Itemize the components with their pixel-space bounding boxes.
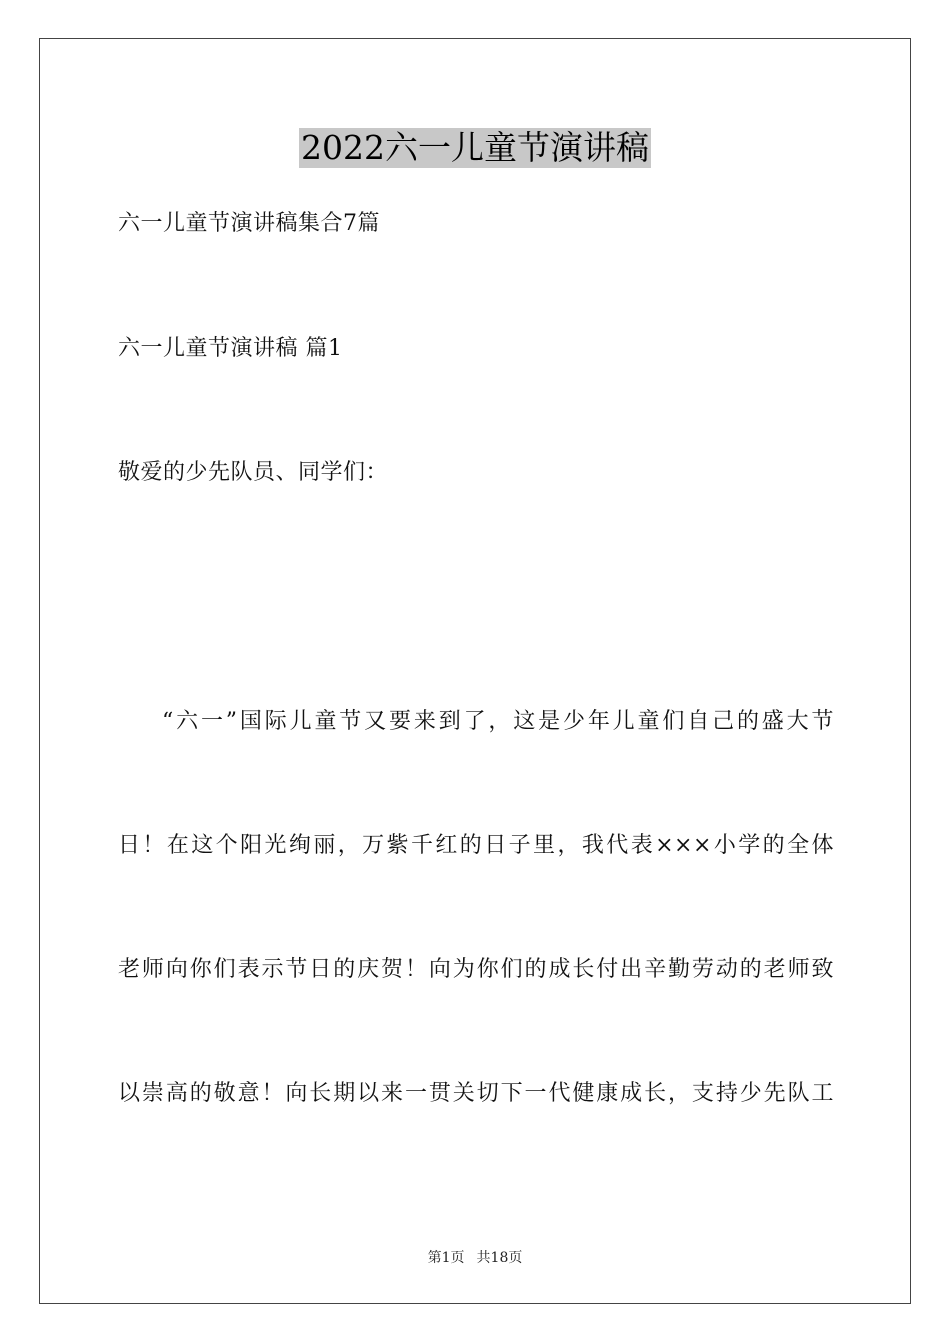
page-total: 共18页	[476, 1250, 523, 1266]
salutation: 敬爱的少先队员、同学们：	[118, 460, 389, 485]
paragraph-line: 老师向你们表示节日的庆贺！向为你们的成长付出辛勤劳动的老师致	[118, 957, 834, 982]
paragraph-line: 以崇高的敬意！向长期以来一贯关切下一代健康成长，支持少先队工	[118, 1081, 834, 1106]
paragraph-line: 日！在这个阳光绚丽，万紫千红的日子里，我代表×××小学的全体	[118, 833, 834, 858]
page-number: 第1页	[427, 1250, 465, 1266]
document-title: 2022六一儿童节演讲稿	[301, 128, 649, 167]
page-footer	[0, 1249, 950, 1267]
paragraph-line: “六一”国际儿童节又要来到了，这是少年儿童们自己的盛大节	[162, 709, 834, 734]
section-heading: 六一儿童节演讲稿 篇1	[118, 336, 343, 361]
title-container	[0, 128, 950, 168]
document-subtitle: 六一儿童节演讲稿集合7篇	[118, 211, 380, 236]
